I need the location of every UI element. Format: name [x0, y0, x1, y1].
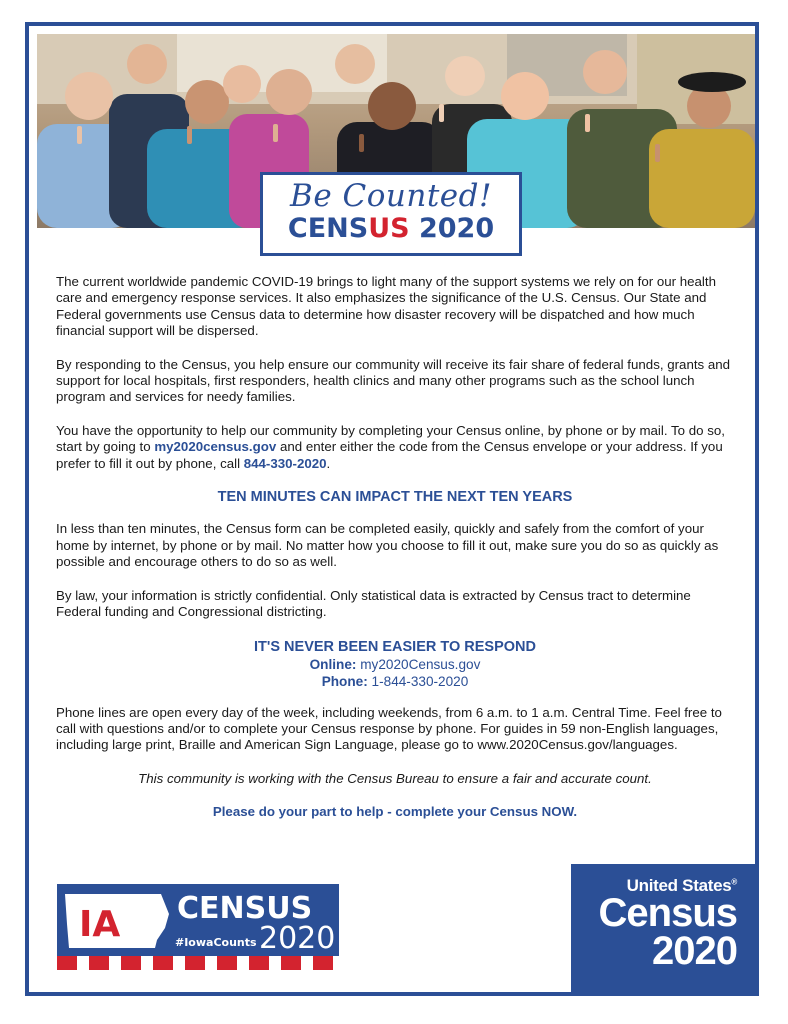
- opportunity-text-b: and enter either the code from the Census envelope or your address. If you prefer to fill it out by phone, call: [56, 439, 723, 471]
- heading-ten-minutes: TEN MINUTES CAN IMPACT THE NEXT TEN YEARS: [217, 489, 573, 506]
- iowa-abbrev: IA: [79, 904, 121, 945]
- flyer-page: [25, 22, 759, 996]
- paragraph-confidential: By law, your information is strictly confidential. Only statistical data is extracted by Census tract to determine Federal funding and Congressional districting.: [56, 587, 691, 620]
- us-census-2020-logo: [571, 864, 757, 996]
- community-note: This community is working with the Census Bureau to ensure a fair and accurate count.: [138, 770, 652, 786]
- respond-section: [56, 638, 734, 690]
- call-to-action: Please do your part to help - complete your Census NOW.: [212, 804, 578, 820]
- us-logo-census: Census: [598, 891, 737, 935]
- census-heading-year: 2020: [409, 213, 495, 244]
- census-heading-prefix: CENS: [287, 213, 369, 244]
- census-phone-link[interactable]: 844-330-2020: [243, 455, 327, 471]
- online-label: Online:: [309, 656, 357, 672]
- opportunity-text-c: .: [326, 455, 331, 471]
- paragraph-ten-minutes: In less than ten minutes, the Census form can be completed easily, quickly and safely from the comfort of your home by internet, by phone or by mail. No matter how you choose to fill it out, make sure you do so as quickly as possible and encourage others to do so as well.: [56, 521, 719, 570]
- census-website-link[interactable]: my2020census.gov: [154, 439, 277, 455]
- ia-census-word: CENSUS: [177, 891, 313, 926]
- online-row: [56, 656, 734, 673]
- census-2020-heading: [263, 213, 519, 244]
- iowa-census-logo-graphic: [57, 884, 339, 970]
- phone-link[interactable]: 1-844-330-2020: [367, 673, 469, 689]
- be-counted-title-box: [260, 172, 522, 256]
- census-heading-red: US: [368, 213, 410, 244]
- phone-label: Phone:: [321, 673, 368, 689]
- logo-stripes: [57, 956, 339, 970]
- iowa-census-logo: [57, 884, 339, 970]
- us-logo-year: 2020: [652, 929, 737, 973]
- heading-easier-to-respond: IT'S NEVER BEEN EASIER TO RESPOND: [254, 638, 536, 655]
- online-link[interactable]: my2020Census.gov: [356, 656, 481, 672]
- paragraph-opportunity: [56, 423, 734, 472]
- phone-row: [56, 673, 734, 690]
- registered-mark: ®: [731, 877, 737, 887]
- paragraph-pandemic: The current worldwide pandemic COVID-19 brings to light many of the support systems we rely on for our health care and emergency response services. It also emphasizes the significance of the U.S. Census. Our State and Federal governments use Census data to determine how disaster recovery will be dispatched and how much financial support will be dispersed.: [56, 274, 716, 339]
- us-logo-united-states: United States: [626, 876, 732, 895]
- opportunity-text-a: You have the opportunity to help our community by completing your Census online, by phone or by mail. To do so, start by going to: [56, 422, 725, 455]
- be-counted-heading: Be Counted!: [290, 178, 492, 214]
- flyer-body: [56, 274, 734, 838]
- paragraph-phone-lines: Phone lines are open every day of the week, including weekends, from 6 a.m. to 1 a.m. Central Time. Feel free to call with questions and/or to complete your Census response by phone. For guides in 59 non-English languages, including large print, Braille and American Sign Language, please go to www.2020Census.gov/languages.: [56, 704, 722, 753]
- paragraph-responding: By responding to the Census, you help ensure our community will receive its fair share of federal funds, grants and support for local hospitals, first responders, health clinics and many other programs such as the school lunch program and services for needy families.: [56, 356, 731, 405]
- iowa-counts-hashtag: #IowaCounts: [175, 936, 257, 949]
- ia-year: 2020: [259, 921, 336, 956]
